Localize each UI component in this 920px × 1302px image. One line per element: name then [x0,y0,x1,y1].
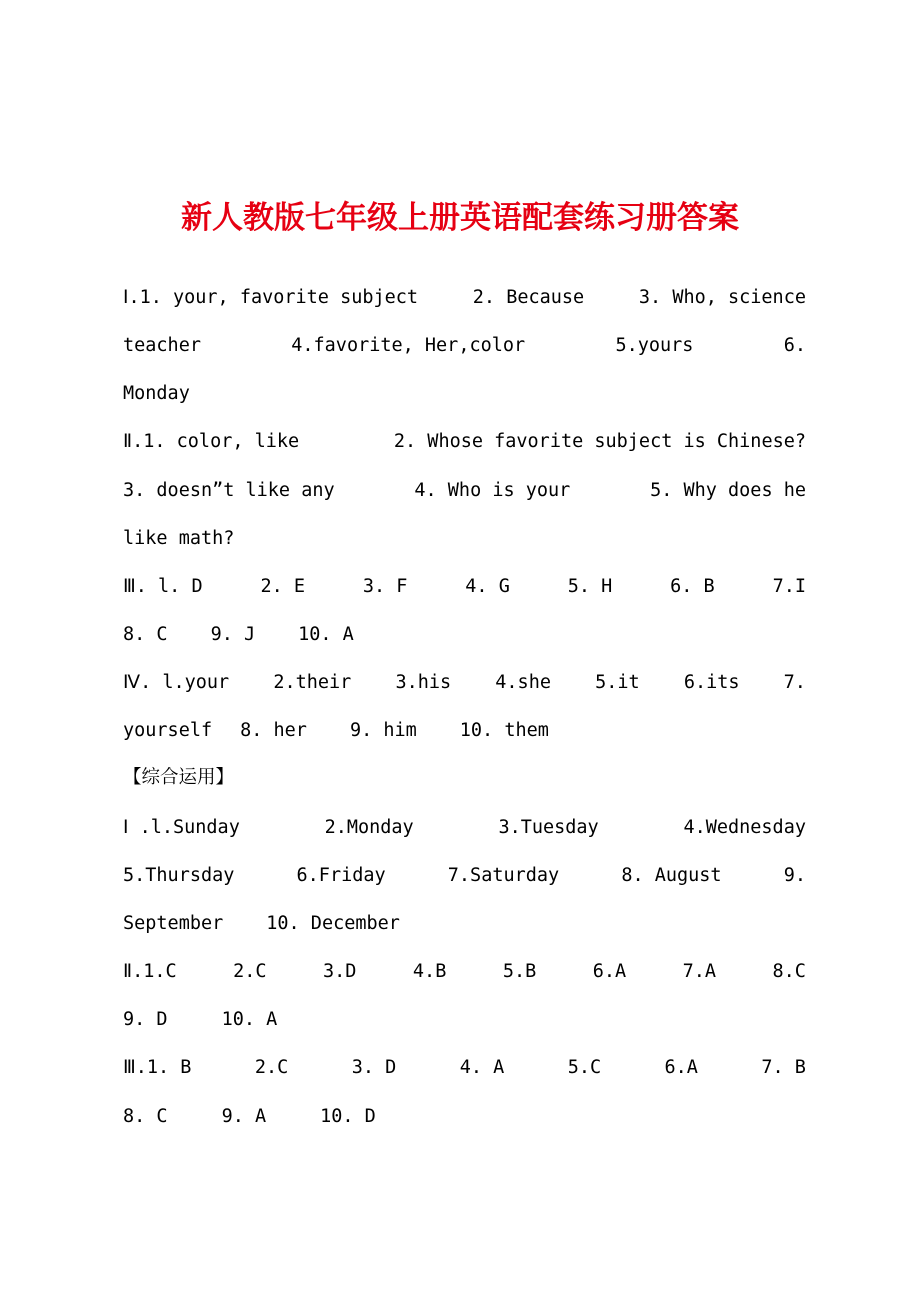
answer-item: 9. D [123,1009,168,1030]
answer-item: 6. B [670,576,715,597]
answer-item: 6.Friday [296,865,386,886]
answer-item: 10. A [298,624,354,645]
answer-line [123,861,806,891]
answer-item: 10. D [320,1106,376,1127]
answer-item: teacher [123,335,201,356]
answer-item: 3. D [351,1057,397,1078]
answer-item: like math? [123,528,235,549]
answer-item: 2.their [273,672,352,693]
section-heading: 【综合运用】 [123,767,235,788]
answer-item: 5.B [502,961,537,982]
answer-item: yourself [123,720,213,741]
answer-item: 6.A [592,961,627,982]
answer-line [123,668,806,698]
answer-line [123,1053,806,1083]
answer-item: 5. H [567,576,613,597]
answer-item: 9. [783,865,806,886]
answer-item: 4. Who is your [414,480,571,501]
answer-line [123,427,806,457]
answer-line [123,1102,806,1132]
answer-item: 2.C [254,1057,289,1078]
answer-item: 3.D [323,961,357,982]
answer-line [123,1005,806,1035]
answer-item: 7.I [772,576,806,597]
answer-item: 3. F [362,576,408,597]
answer-item: 8. C [123,624,168,645]
answer-item: 10. A [221,1009,278,1030]
answer-line [123,283,806,313]
answer-item: Ⅳ. l.your [123,672,230,693]
answer-item: 3.Tuesday [498,817,599,838]
answer-line [123,620,806,650]
answer-item: 7.A [682,961,717,982]
answer-item: 8.C [772,961,806,982]
answer-item: 5.yours [615,335,694,356]
answer-item: 4.Wednesday [683,817,806,838]
answer-item: Ⅰ .l.Sunday [123,817,240,838]
answer-item: 4. G [465,576,510,597]
answer-item: 7. B [761,1057,806,1078]
answer-line [123,524,806,554]
answer-item: 2. E [260,576,306,597]
answer-item: 2.C [233,961,267,982]
answer-item: 5.C [567,1057,602,1078]
answer-item: 6.its [683,672,740,693]
answer-item: 9. him [349,720,417,741]
answer-line [123,379,806,409]
answer-line [123,957,806,987]
answer-item: September [123,913,224,934]
answer-item: 8. C [123,1106,168,1127]
answer-item: 7.Saturday [447,865,560,886]
answer-item: 3.his [395,672,452,693]
answer-item: 4.she [495,672,551,693]
answer-item: Ⅰ.1. your, favorite subject [123,287,419,308]
answer-item: 9. J [210,624,256,645]
answer-line [123,572,806,602]
answer-item: 4.favorite, Her,color [291,335,526,356]
answer-item: 9. A [221,1106,267,1127]
answer-item: Ⅲ.1. B [123,1057,192,1078]
answer-item: 2. Because [472,287,585,308]
answer-line [123,331,806,361]
answer-line [123,813,806,843]
answer-line [123,476,806,506]
answer-item: 8. her [240,720,307,741]
answer-item: 2.Monday [324,817,414,838]
answer-item: 5.it [595,672,640,693]
answer-item: Monday [123,383,190,404]
answer-item: 6. [783,335,806,356]
answer-item: 5. Why does he [650,480,806,501]
answer-item: 7. [783,672,806,693]
answer-item: 3. Who, science [638,287,806,308]
answer-item: 10. December [266,913,400,934]
page-title: 新人教版七年级上册英语配套练习册答案 [181,200,739,236]
answer-item: 8. August [621,865,722,886]
answer-item: Ⅱ.1.C [123,961,177,982]
answer-item: 2. Whose favorite subject is Chinese? [393,431,806,452]
answer-item: 4. A [459,1057,505,1078]
answer-item: 3. doesn”t like any [123,480,335,501]
answer-line [123,909,806,939]
answer-item: Ⅱ.1. color, like [123,431,300,452]
answer-item: 4.B [412,961,447,982]
answer-item: 6.A [664,1057,698,1078]
answer-line [123,716,806,746]
answer-item: Ⅲ. l. D [123,576,203,597]
answer-item: 10. them [459,720,549,741]
answer-item: 5.Thursday [123,865,235,886]
